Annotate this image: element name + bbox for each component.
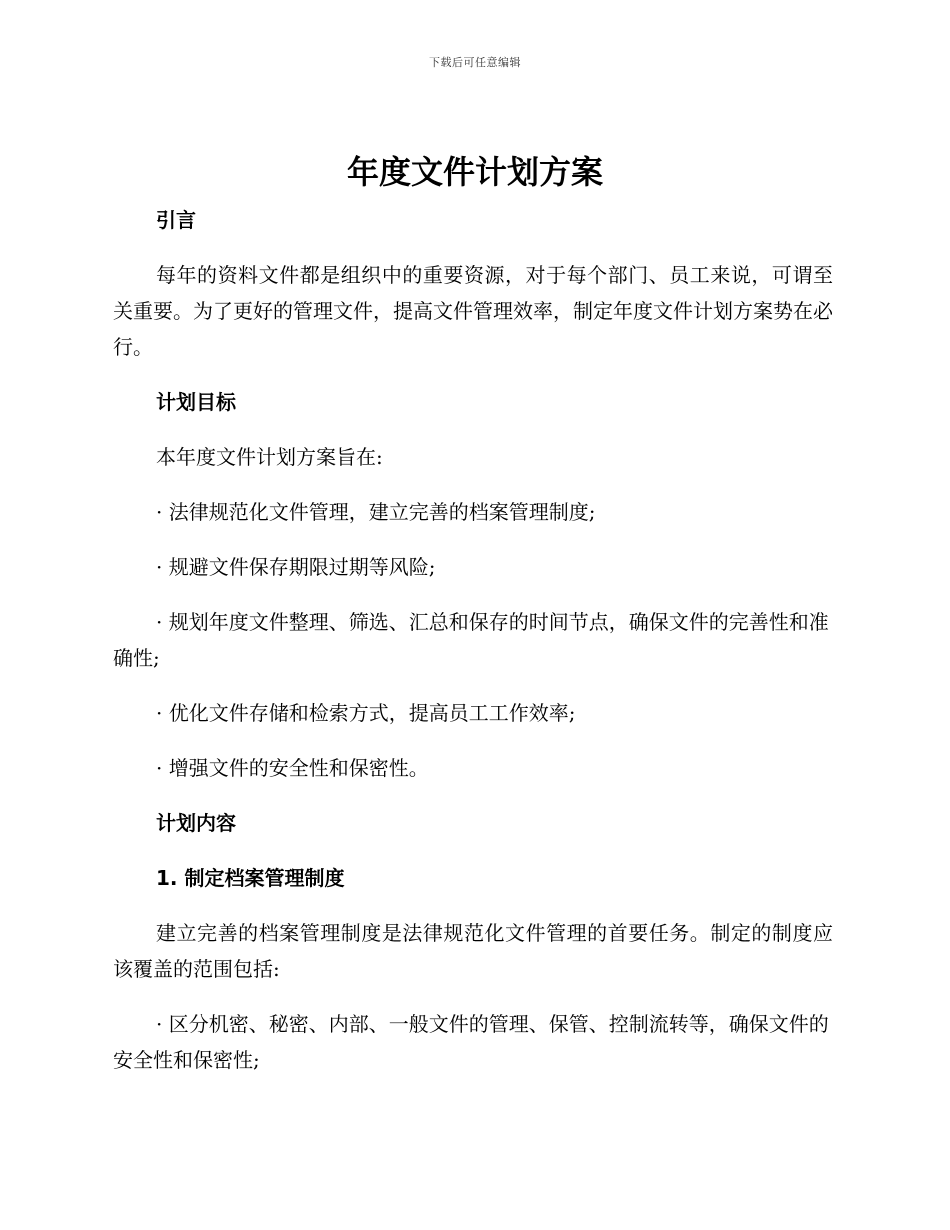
goal-bullet: · 规划年度文件整理、筛选、汇总和保存的时间节点，确保文件的完善性和准确性; (113, 610, 829, 670)
subsection-1-paragraph: 建立完善的档案管理制度是法律规范化文件管理的首要任务。制定的制度应该覆盖的范围包括: (113, 921, 833, 981)
goal-bullet: · 规避文件保存期限过期等风险; (156, 555, 436, 579)
document-title: 年度文件计划方案 (346, 153, 603, 191)
subsection-1-heading: 1. 制定档案管理制度 (156, 866, 345, 890)
document-body (113, 202, 833, 1097)
subsection-1-bullet: · 区分机密、秘密、内部、一般文件的管理、保管、控制流转等，确保文件的安全性和保密性; (113, 1012, 829, 1072)
goal-bullet: · 优化文件存储和检索方式，提高员工工作效率; (156, 701, 576, 725)
intro-paragraph: 每年的资料文件都是组织中的重要资源，对于每个部门、员工来说，可谓至关重要。为了更好的管理文件，提高文件管理效率，制定年度文件计划方案势在必行。 (113, 263, 833, 359)
header-note: 下载后可任意编辑 (429, 56, 521, 69)
goal-heading: 计划目标 (156, 390, 236, 414)
intro-heading: 引言 (156, 208, 196, 232)
goal-lead: 本年度文件计划方案旨在: (156, 445, 383, 469)
content-heading: 计划内容 (156, 811, 236, 835)
goal-bullet: · 增强文件的安全性和保密性。 (156, 756, 429, 780)
goal-bullet: · 法律规范化文件管理，建立完善的档案管理制度; (156, 500, 596, 524)
